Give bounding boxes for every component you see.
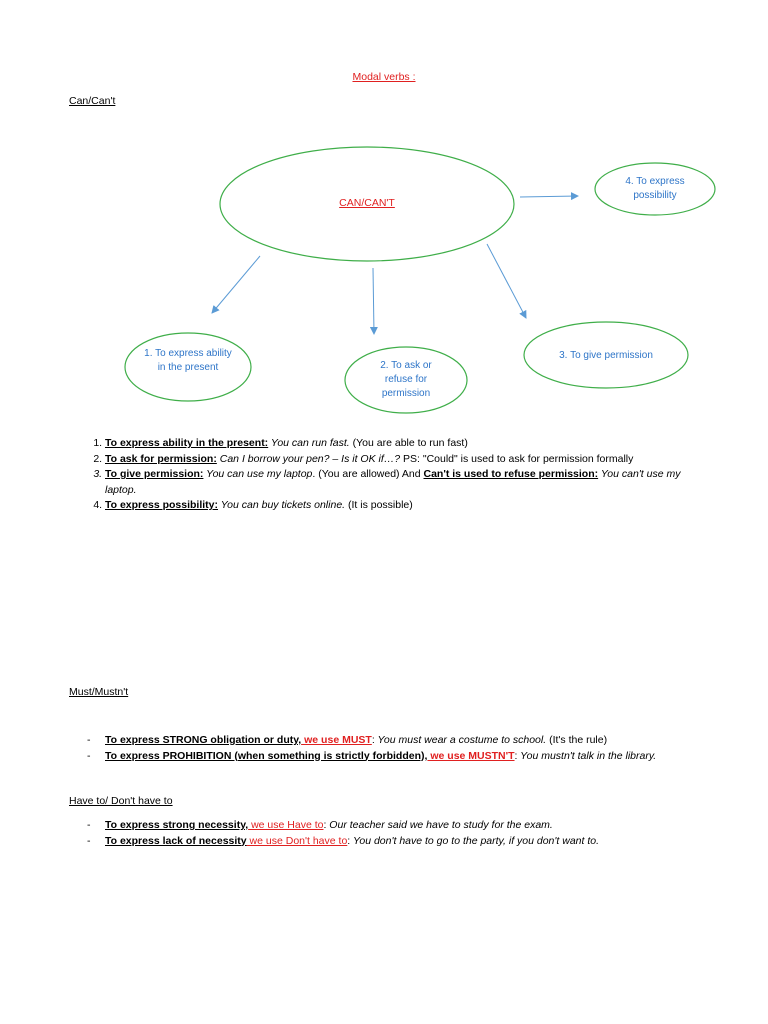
list-item: - To express STRONG obligation or duty, we use MUST: You must wear a costume to school. (It's the rule) xyxy=(105,733,745,749)
have-usage-list xyxy=(69,818,745,849)
list-item: - To express strong necessity, we use Have to: Our teacher said we have to study for the exam. xyxy=(105,818,745,834)
section-heading-have: Have to/ Don't have to xyxy=(69,795,173,807)
page-title: Modal verbs : xyxy=(352,71,416,83)
section-heading-can: Can/Can't xyxy=(69,95,116,107)
must-usage-list xyxy=(69,733,745,764)
list-item: 2. To ask for permission: Can I borrow your pen? – Is it OK if…? PS: "Could" is used to ask for permission formally xyxy=(105,452,705,468)
node-label-2: 2. To ask or refuse for permission xyxy=(380,360,432,399)
arrow-to-2 xyxy=(373,268,374,334)
list-item: 3. To give permission: You can use my laptop. (You are allowed) And Can't is used to refuse permission: You can't use my laptop. xyxy=(105,467,705,498)
section-heading-must: Must/Mustn't xyxy=(69,686,129,698)
list-item: - To express PROHIBITION (when something is strictly forbidden), we use MUSTN'T: You mustn't talk in the library. xyxy=(105,749,745,765)
arrow-to-1 xyxy=(212,256,260,313)
node-label-4: 4. To express possibility xyxy=(625,176,685,201)
center-ellipse-label: CAN/CAN'T xyxy=(339,197,395,209)
list-item: 1. To express ability in the present: You can run fast. (You are able to run fast) xyxy=(105,436,705,452)
node-label-3: 3. To give permission xyxy=(559,350,653,361)
node-label-1: 1. To express ability in the present xyxy=(144,348,232,373)
arrow-to-4 xyxy=(520,196,578,197)
list-item: 4. To express possibility: You can buy tickets online. (It is possible) xyxy=(105,498,705,514)
arrow-to-3 xyxy=(487,244,526,318)
can-usage-list xyxy=(69,436,705,514)
list-item: - To express lack of necessity we use Don't have to: You don't have to go to the party, if you don't want to. xyxy=(105,834,745,850)
